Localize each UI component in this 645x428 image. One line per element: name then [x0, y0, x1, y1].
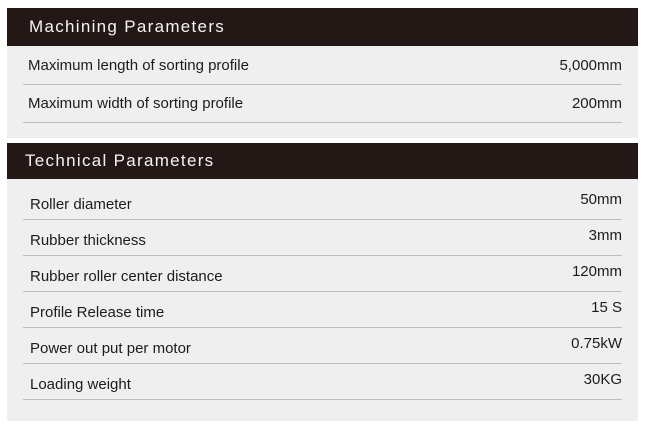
table-row — [23, 220, 622, 256]
param-value: 200mm — [571, 95, 622, 112]
table-row — [23, 292, 622, 328]
param-label: Maximum width of sorting profile — [28, 95, 244, 112]
table-row — [23, 328, 622, 364]
technical-parameters-header: Technical Parameters — [7, 143, 638, 179]
technical-parameters-table — [23, 179, 622, 400]
table-row — [23, 256, 622, 292]
param-value: 5,000mm — [559, 56, 622, 74]
table-row — [23, 85, 622, 123]
param-value: 0.75kW — [571, 335, 622, 352]
technical-parameters-section — [7, 143, 638, 421]
table-row — [23, 46, 622, 85]
param-value: 3mm — [588, 227, 622, 244]
table-row — [23, 364, 622, 400]
machining-parameters-section — [7, 8, 638, 138]
param-value: 120mm — [571, 263, 622, 280]
param-value: 50mm — [580, 191, 622, 208]
machining-parameters-table — [23, 46, 622, 123]
param-label: Power out put per motor — [30, 340, 191, 357]
param-label: Rubber thickness — [30, 232, 146, 249]
param-label: Maximum length of sorting profile — [28, 56, 249, 74]
param-label: Profile Release time — [30, 304, 165, 321]
param-label: Roller diameter — [30, 196, 132, 213]
param-value: 15 S — [591, 299, 622, 316]
param-value: 30KG — [583, 371, 622, 388]
param-label: Rubber roller center distance — [30, 268, 223, 285]
table-row — [23, 184, 622, 220]
machining-parameters-header: Machining Parameters — [7, 8, 638, 46]
param-label: Loading weight — [30, 376, 131, 393]
